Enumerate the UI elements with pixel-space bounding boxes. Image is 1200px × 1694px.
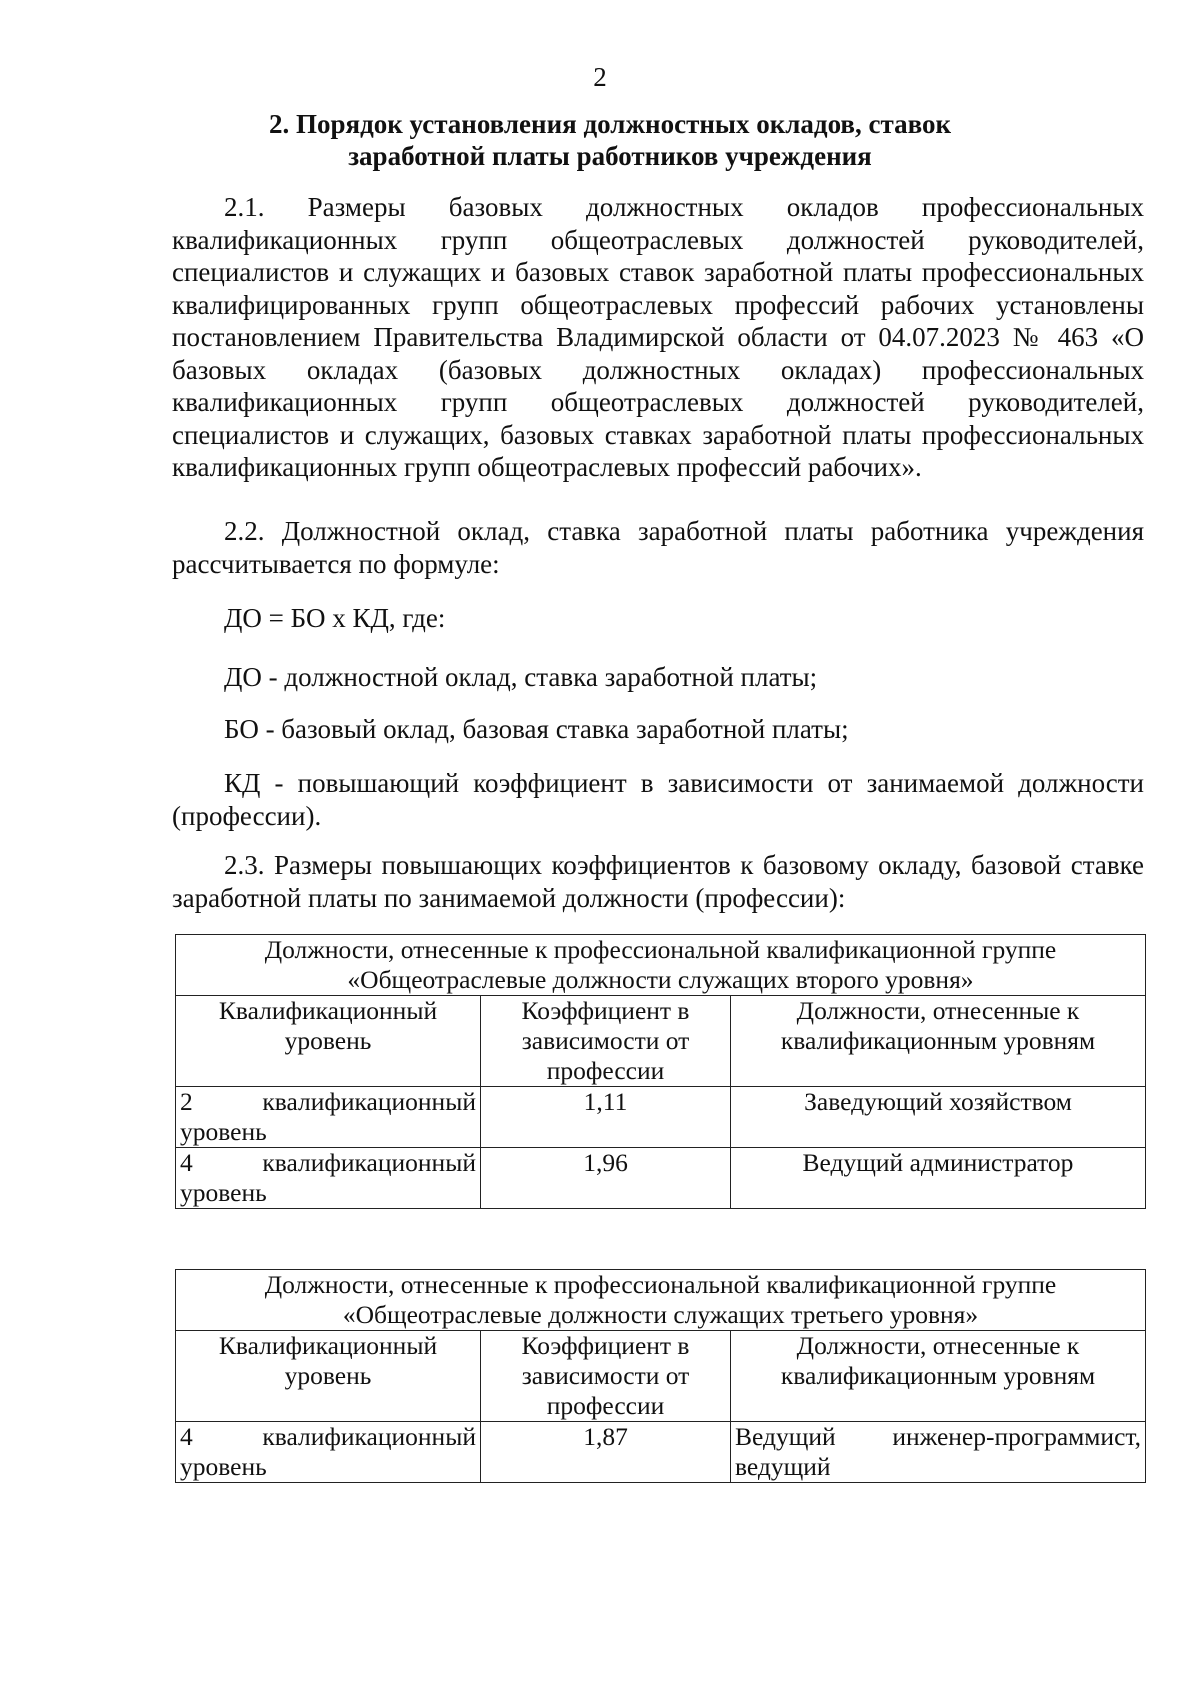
cell-coefficient: 1,87: [481, 1422, 731, 1483]
paragraph-2-1: 2.1. Размеры базовых должностных окладов профессиональных квалификационных групп общеотраслевых должностей руководителей, специалистов и служащих и базовых ставок заработной платы профессиональных квалифицированных групп общеотраслевых профессий рабочих установлены постановлением Правительства Владимирской области от 04.07.2023 № 463 «О базовых окладах (базовых должностных окладах) профессиональных квалификационных групп общеотраслевых должностей руководителей, специалистов и служащих, базовых ставках заработной платы профессиональных квалификационных групп общеотраслевых профессий рабочих».: [172, 192, 1144, 482]
cell-level: [176, 1422, 481, 1483]
paragraph-2-3: 2.3. Размеры повышающих коэффициентов к базовому окладу, базовой ставке заработной платы по занимаемой должности (профессии):: [172, 850, 1144, 913]
cell-positions: Заведующий хозяйством: [731, 1087, 1146, 1148]
definition-kd: КД - повышающий коэффициент в зависимости от занимаемой должности (профессии).: [172, 768, 1144, 831]
group-title-line-2: «Общеотраслевые должности служащих второго уровня»: [347, 965, 974, 994]
header-positions: Должности, отнесенные к квалификационным уровням: [731, 996, 1146, 1087]
level-word: квалификационный: [262, 1422, 476, 1451]
table-group-row: [176, 935, 1146, 996]
table-group-title: [176, 935, 1146, 996]
level-tail: уровень: [180, 1117, 267, 1146]
definition-do: ДО - должностной оклад, ставка заработной платы;: [224, 662, 818, 692]
group-title-line-1: Должности, отнесенные к профессиональной квалификационной группе: [264, 935, 1057, 964]
table-group-title: [176, 1270, 1146, 1331]
table-header-row: [176, 996, 1146, 1087]
coefficients-table-third-level: [175, 1269, 1146, 1483]
level-tail: уровень: [180, 1178, 267, 1207]
cell-coefficient: 1,11: [481, 1087, 731, 1148]
paragraph-2-2: 2.2. Должностной оклад, ставка заработной платы работника учреждения рассчитывается по формуле:: [172, 516, 1144, 579]
group-title-line-1: Должности, отнесенные к профессиональной квалификационной группе: [264, 1270, 1057, 1299]
cell-coefficient: 1,96: [481, 1148, 731, 1209]
header-positions: Должности, отнесенные к квалификационным уровням: [731, 1331, 1146, 1422]
definition-bo: БО - базовый оклад, базовая ставка заработной платы;: [224, 714, 849, 744]
section-title-line-1: 2. Порядок установления должностных окладов, ставок: [268, 109, 952, 139]
coefficients-table-second-level: [175, 934, 1146, 1209]
header-coefficient: Коэффициент в зависимости от профессии: [481, 996, 731, 1087]
section-title-line-2: заработной платы работников учреждения: [348, 141, 872, 171]
cell-level: [176, 1087, 481, 1148]
page-number: 2: [593, 62, 607, 92]
group-title-line-2: «Общеотраслевые должности служащих третьего уровня»: [342, 1300, 979, 1329]
level-tail: уровень: [180, 1452, 267, 1481]
table-header-row: [176, 1331, 1146, 1422]
section-title: [160, 108, 1060, 172]
cell-positions: Ведущий инженер-программист, ведущий: [731, 1422, 1146, 1483]
header-level: Квалификационный уровень: [176, 996, 481, 1087]
level-number: 2: [180, 1087, 193, 1116]
cell-positions: Ведущий администратор: [731, 1148, 1146, 1209]
level-word: квалификационный: [262, 1148, 476, 1177]
table-row: [176, 1148, 1146, 1209]
formula: ДО = БО х КД, где:: [224, 603, 446, 633]
level-number: 4: [180, 1422, 193, 1451]
level-number: 4: [180, 1148, 193, 1177]
cell-level: [176, 1148, 481, 1209]
header-coefficient: Коэффициент в зависимости от профессии: [481, 1331, 731, 1422]
table-row: [176, 1087, 1146, 1148]
header-level: Квалификационный уровень: [176, 1331, 481, 1422]
level-word: квалификационный: [262, 1087, 476, 1116]
table-group-row: [176, 1270, 1146, 1331]
table-row: [176, 1422, 1146, 1483]
